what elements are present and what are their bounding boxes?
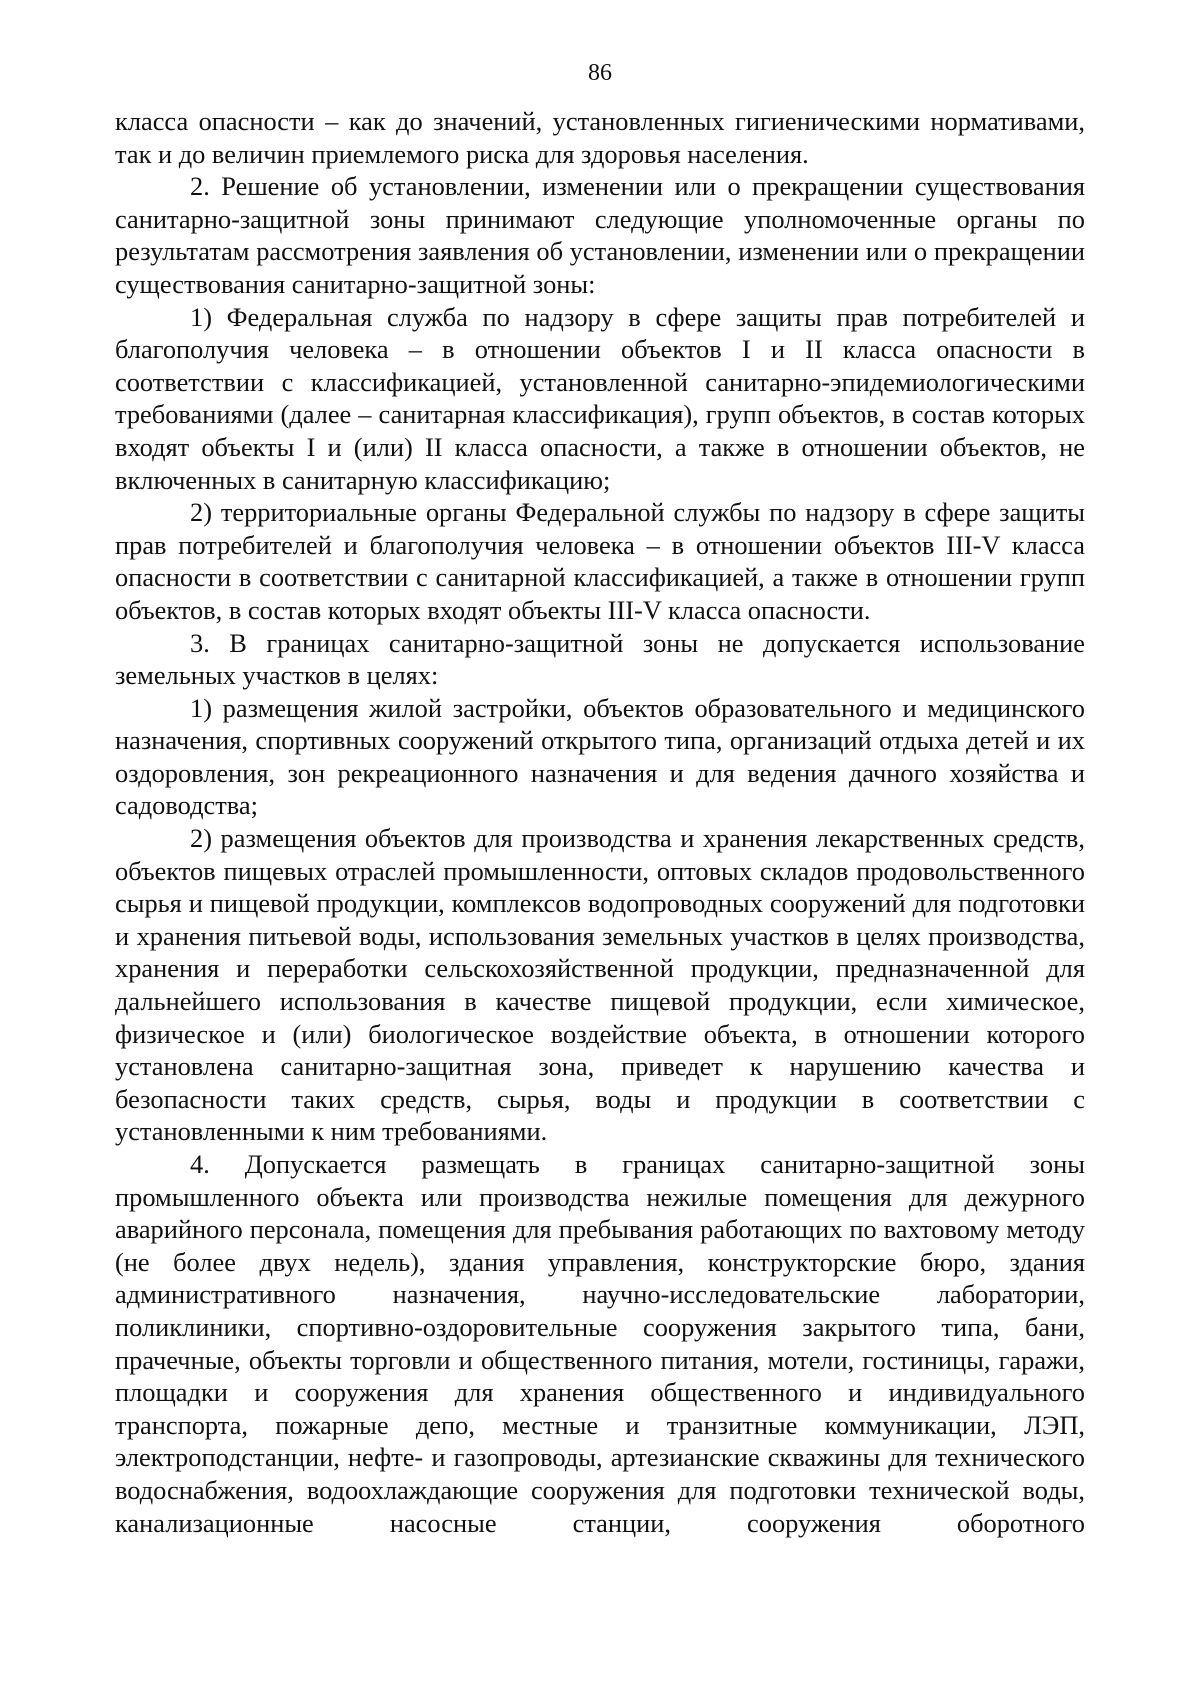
document-body xyxy=(115,105,1085,1539)
page-number: 86 xyxy=(588,60,612,86)
paragraph-clause-2-item-1: 1) Федеральная служба по надзору в сфере защиты прав потребителей и благополучия человека – в отношении объектов I и II класса опасности в соответствии с классификацией, установленной санитарно-эпидемиологическими требованиями (далее – санитарная классификация), групп объектов, в состав которых входят объекты I и (или) II класса опасности, а также в отношении объектов, не включенных в санитарную классификацию; xyxy=(115,301,1085,495)
paragraph-clause-3-item-1: 1) размещения жилой застройки, объектов образовательного и медицинского назначения, спортивных сооружений открытого типа, организаций отдыха детей и их оздоровления, зон рекреационного назначения и для ведения дачного хозяйства и садоводства; xyxy=(115,692,1085,821)
paragraph-clause-3-item-2: 2) размещения объектов для производства и хранения лекарственных средств, объектов пищевых отраслей промышленности, оптовых складов продовольственного сырья и пищевой продукции, комплексов водопроводных сооружений для подготовки и хранения питьевой воды, использования земельных участков в целях производства, хранения и переработки сельскохозяйственной продукции, предназначенной для дальнейшего использования в качестве пищевой продукции, если химическое, физическое и (или) биологическое воздействие объекта, в отношении которого установлена санитарно-защитная зона, приведет к нарушению качества и безопасности таких средств, сырья, воды и продукции в соответствии с установленными к ним требованиями. xyxy=(115,823,1085,1147)
paragraph-continuation: класса опасности – как до значений, установленных гигиеническими нормативами, так и до величин приемлемого риска для здоровья населения. xyxy=(115,106,1085,169)
paragraph-clause-4: 4. Допускается размещать в границах санитарно-защитной зоны промышленного объекта или производства нежилые помещения для дежурного аварийного персонала, помещения для пребывания работающих по вахтовому методу (не более двух недель), здания управления, конструкторские бюро, здания административного назначения, научно-исследовательские лаборатории, поликлиники, спортивно-оздоровительные сооружения закрытого типа, бани, прачечные, объекты торговли и общественного питания, мотели, гостиницы, гаражи, площадки и сооружения для хранения общественного и индивидуального транспорта, пожарные депо, местные и транзитные коммуникации, ЛЭП, электроподстанции, нефте- и газопроводы, артезианские скважины для технического водоснабжения, водоохлаждающие сооружения для подготовки технической воды, канализационные насосные станции, сооружения оборотного xyxy=(115,1149,1085,1538)
paragraph-clause-2: 2. Решение об установлении, изменении или о прекращении существования санитарно-защитной зоны принимают следующие уполномоченные органы по результатам рассмотрения заявления об установлении, изменении или о прекращении существования санитарно-защитной зоны: xyxy=(115,171,1085,299)
paragraph-clause-2-item-2: 2) территориальные органы Федеральной службы по надзору в сфере защиты прав потребителей и благополучия человека – в отношении объектов III-V класса опасности в соответствии с санитарной классификацией, а также в отношении групп объектов, в состав которых входят объекты III-V класса опасности. xyxy=(115,497,1085,625)
paragraph-clause-3: 3. В границах санитарно-защитной зоны не допускается использование земельных участков в целях: xyxy=(115,627,1085,691)
